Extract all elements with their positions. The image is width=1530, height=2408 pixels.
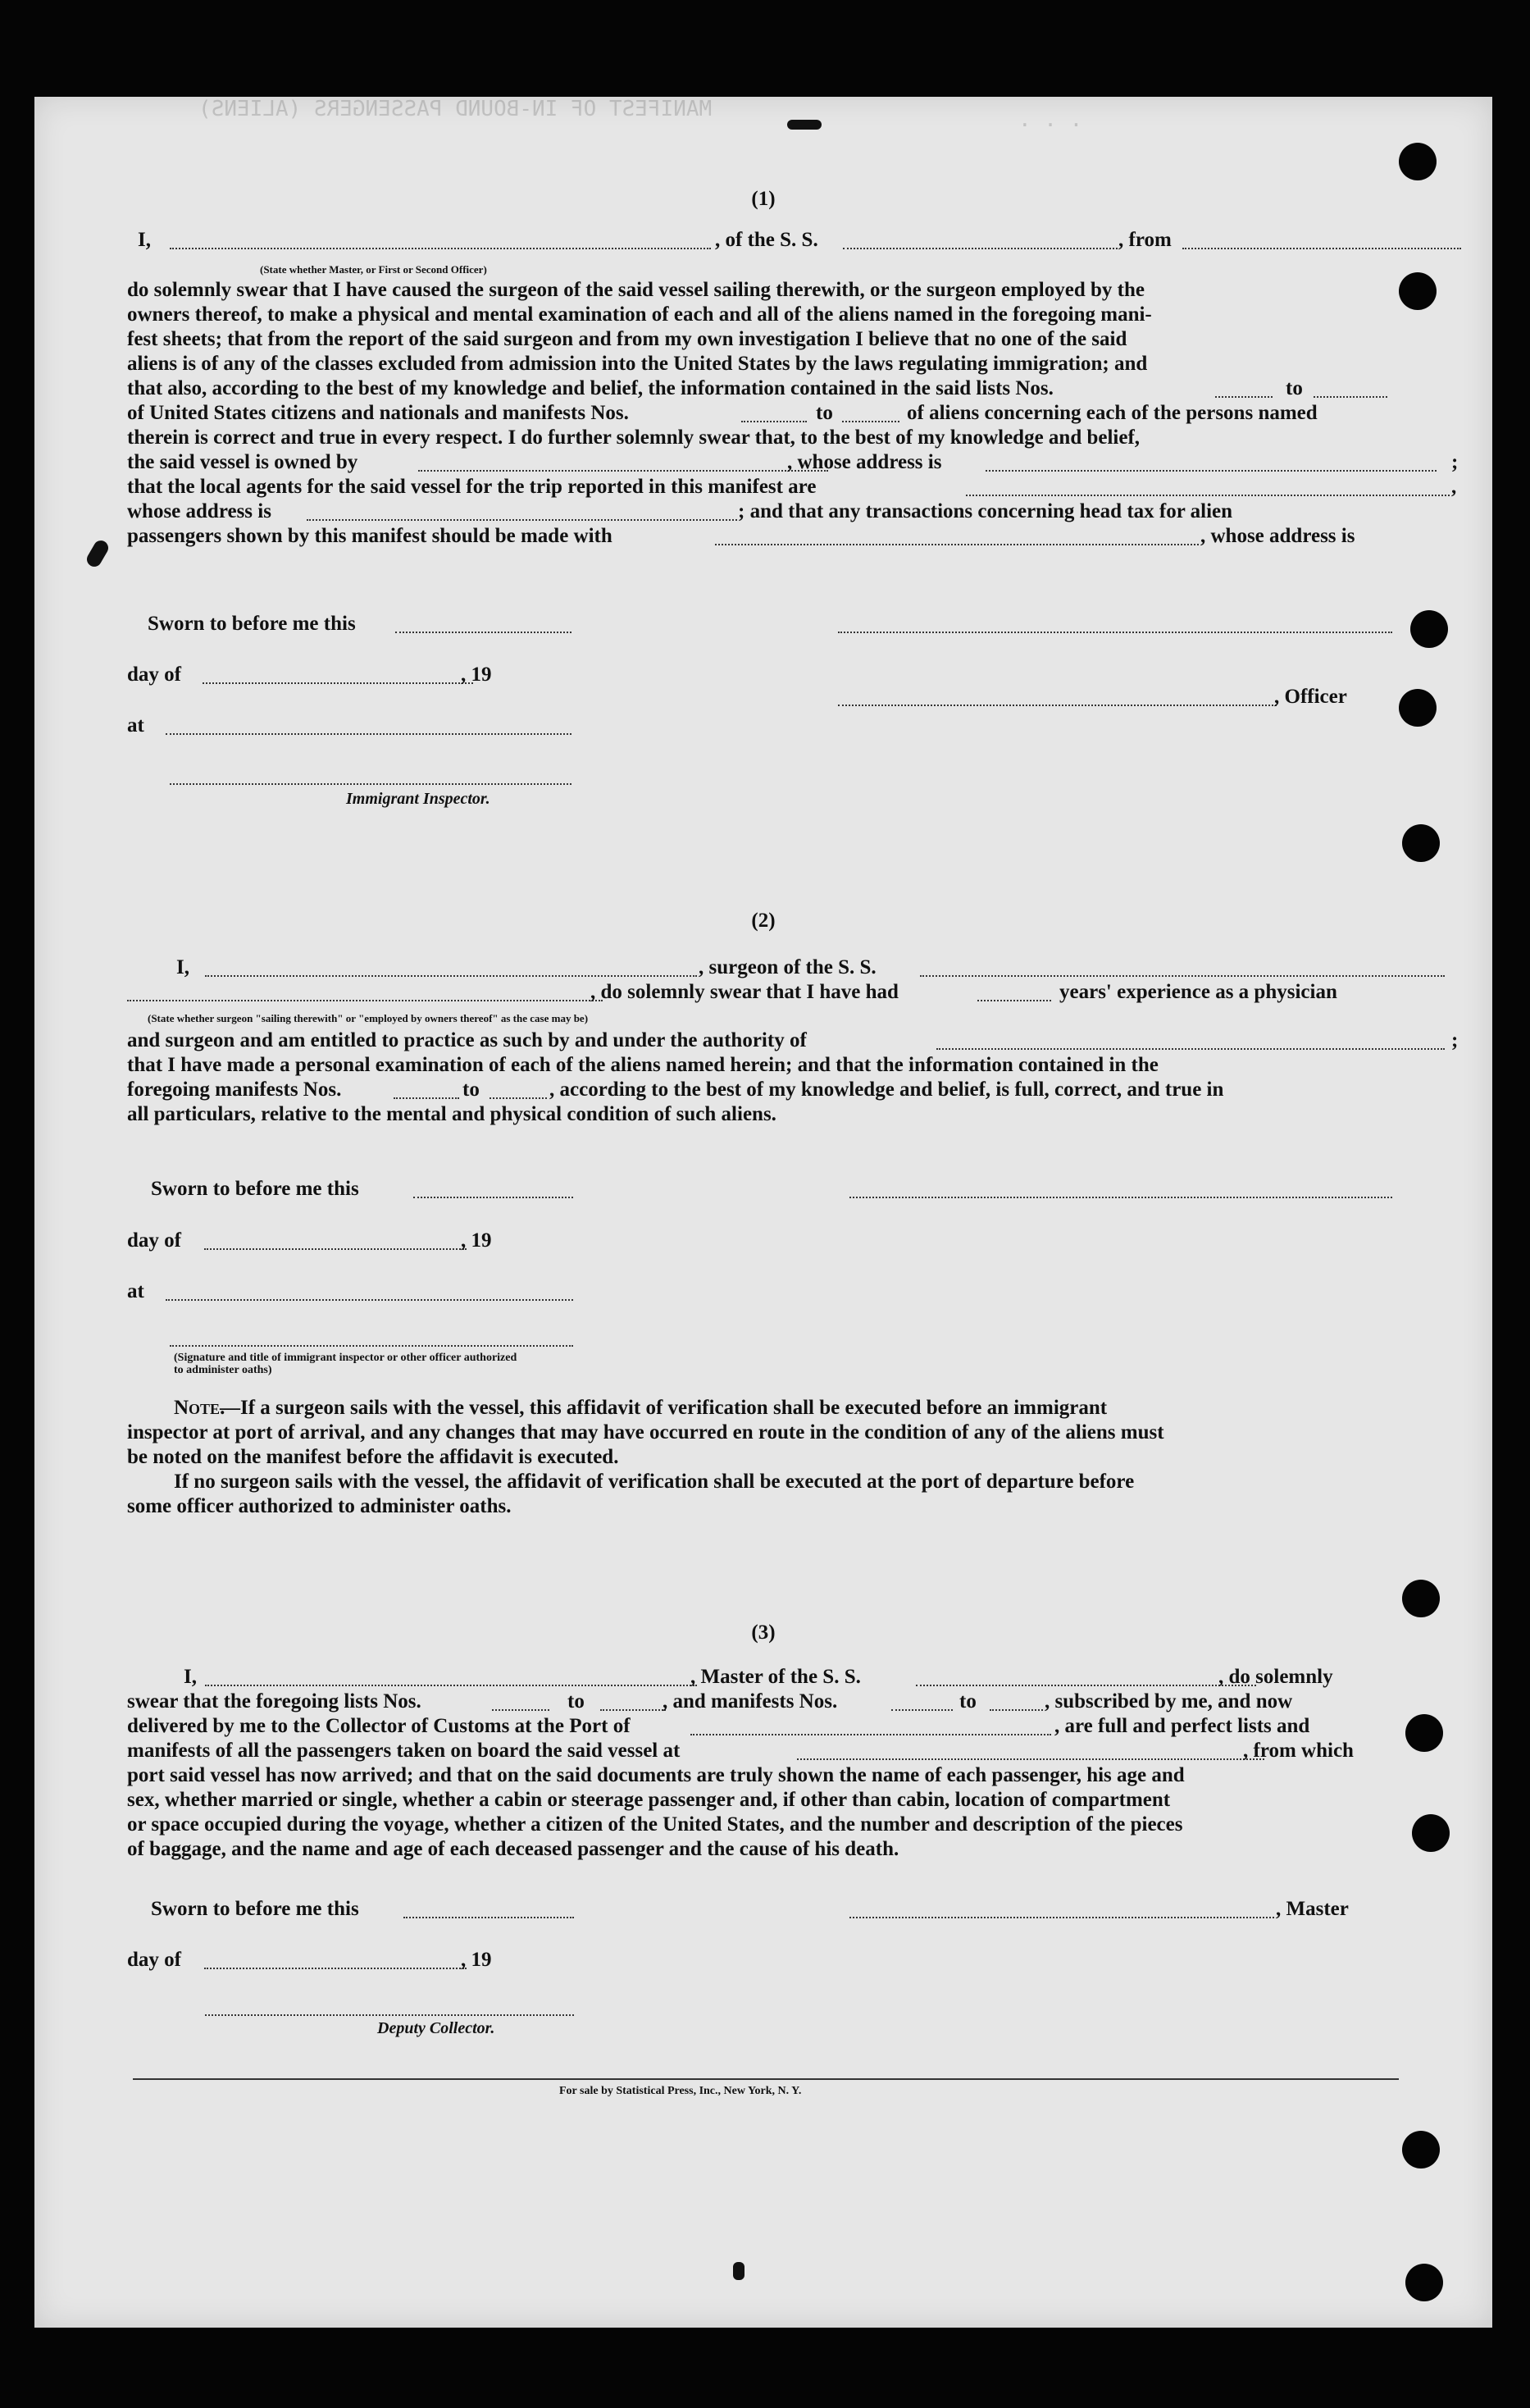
note-line: be noted on the manifest before the affidavit is executed.: [127, 1446, 619, 1468]
note-label: Note.: [174, 1397, 225, 1419]
manifests-all-label: manifests of all the passengers taken on board the said vessel at: [127, 1740, 681, 1762]
surgeon-line: that I have made a personal examination of each of the aliens named herein; and that the information contained in the: [127, 1054, 1159, 1076]
year-label: , 19: [461, 1949, 492, 1971]
note-text: —If a surgeon sails with the vessel, this affidavit of verification shall be executed before an immigrant: [220, 1397, 1108, 1419]
owner-address-blank: [986, 468, 1437, 472]
day-of-label: day of: [127, 664, 181, 686]
inspector-title: Immigrant Inspector.: [346, 790, 490, 808]
surgeon-signature-line: [849, 1195, 1392, 1198]
authority-blank: [936, 1047, 1445, 1050]
manifest-no-blank: [842, 419, 899, 422]
manifest-no-blank: [891, 1708, 953, 1711]
label-to: to: [462, 1079, 480, 1101]
head-tax-agent-blank: [715, 542, 1199, 545]
binder-hole: [1412, 1814, 1450, 1852]
publisher-footer: For sale by Statistical Press, Inc., New York, N. Y.: [559, 2085, 802, 2097]
subscribed-label: , subscribed by me, and now: [1045, 1690, 1293, 1713]
binder-hole: [1405, 1714, 1443, 1752]
swear-lists-label: swear that the foregoing lists Nos.: [127, 1690, 421, 1713]
affidavit-text: whose address is: [127, 500, 271, 522]
label-i: I,: [138, 229, 151, 251]
list-no-blank: [600, 1708, 666, 1711]
master-label: , Master: [1276, 1898, 1349, 1920]
affidavit-text: ,: [1451, 476, 1457, 498]
affidavit-text: that also, according to the best of my knowledge and belief, the information contained in the said lists Nos.: [127, 377, 1054, 399]
surgeon-name-blank: [205, 974, 697, 977]
collector-title: Deputy Collector.: [377, 2019, 495, 2037]
years-blank: [977, 998, 1051, 1001]
year-label: , 19: [461, 1229, 492, 1252]
day-blank: [203, 681, 473, 684]
note-line: some officer authorized to administer oaths.: [127, 1495, 512, 1517]
binder-hole: [1402, 1580, 1440, 1617]
affidavit-text: passengers shown by this manifest should be made with: [127, 525, 612, 547]
officer-signature-line: [838, 630, 1392, 633]
note-line: inspector at port of arrival, and any changes that may have occurred en route in the condition of any of the aliens must: [127, 1421, 1164, 1443]
sworn-label: Sworn to before me this: [151, 1898, 359, 1920]
sworn-date-blank: [413, 1195, 573, 1198]
label-to: to: [567, 1690, 585, 1713]
authority-end: ;: [1451, 1029, 1459, 1051]
master-signature-line: [849, 1915, 1274, 1918]
manifest-no-blank: [394, 1096, 459, 1099]
day-blank: [204, 1247, 467, 1250]
section-2-number: (2): [751, 910, 776, 932]
bleed-through-text: · · ·: [1018, 113, 1083, 138]
label-to: to: [1286, 377, 1303, 399]
delivered-label: delivered by me to the Collector of Customs at the Port of: [127, 1715, 631, 1737]
from-which-label: , from which: [1243, 1740, 1354, 1762]
port-blank: [690, 1732, 1051, 1735]
master-body-line: or space occupied during the voyage, whether a citizen of the United States, and the number and description of the pieces: [127, 1813, 1183, 1836]
note-line: If no surgeon sails with the vessel, the affidavit of verification shall be executed at the port of departure before: [174, 1471, 1135, 1493]
at-label: at: [127, 1280, 144, 1302]
at-label: at: [127, 714, 144, 737]
sworn-date-blank: [403, 1915, 574, 1918]
surgeon-line: all particulars, relative to the mental and physical condition of such aliens.: [127, 1103, 776, 1125]
section-1-number: (1): [751, 188, 776, 210]
affidavit-line: fest sheets; that from the report of the said surgeon and from my own investigation I believe that no one of the said: [127, 328, 1127, 350]
officer-rank-note: (State whether Master, or First or Second Officer): [260, 263, 487, 276]
day-of-label: day of: [127, 1949, 181, 1971]
label-from: , from: [1118, 229, 1172, 251]
surgeon-status-note: (State whether surgeon "sailing therewith" or "employed by owners thereof" as the case may be): [148, 1012, 589, 1024]
port-blank: [1182, 246, 1461, 249]
affidavit-text: , whose address is: [787, 451, 942, 473]
place-blank: [166, 732, 571, 735]
label-of-ss: , of the S. S.: [715, 229, 818, 251]
full-perfect-label: , are full and perfect lists and: [1054, 1715, 1310, 1737]
section-3-number: (3): [751, 1621, 776, 1644]
list-no-blank: [1215, 394, 1273, 398]
affidavit-text: ; and that any transactions concerning head tax for alien: [738, 500, 1233, 522]
inspector-signature-line: [170, 782, 571, 785]
affidavit-text: of United States citizens and nationals and manifests Nos.: [127, 402, 629, 424]
master-body-line: port said vessel has now arrived; and that on the said documents are truly shown the name of each passenger, his age and: [127, 1764, 1185, 1786]
manifest-no-blank: [741, 419, 807, 422]
manifests-text: , according to the best of my knowledge and belief, is full, correct, and true in: [549, 1079, 1224, 1101]
years-label: years' experience as a physician: [1059, 981, 1337, 1003]
sworn-label: Sworn to before me this: [151, 1178, 359, 1200]
swear-label: , do solemnly swear that I have had: [590, 981, 899, 1003]
ink-mark: [733, 2262, 745, 2280]
surgeon-vessel-blank: [920, 974, 1445, 977]
owner-blank: [418, 468, 828, 472]
sworn-date-blank: [395, 630, 571, 633]
ink-mark: [84, 538, 112, 569]
affidavit-line: owners thereof, to make a physical and mental examination of each and all of the aliens named in the foregoing mani-: [127, 303, 1152, 326]
affidavit-line: do solemnly swear that I have caused the surgeon of the said vessel sailing therewith, or the surgeon employed by the: [127, 279, 1145, 301]
manifest-no-blank: [490, 1096, 547, 1099]
manifests-label: foregoing manifests Nos.: [127, 1079, 342, 1101]
label-i: I,: [184, 1666, 197, 1688]
affidavit-text: the said vessel is owned by: [127, 451, 358, 473]
officer-label: , Officer: [1274, 686, 1347, 708]
list-no-blank: [1314, 394, 1387, 398]
ink-mark: [787, 120, 822, 130]
binder-hole: [1410, 610, 1448, 648]
affidavit-text: of aliens concerning each of the persons named: [907, 402, 1318, 424]
binder-hole: [1405, 2264, 1443, 2301]
surgeon-status-blank: [127, 998, 603, 1001]
affidavit-text: ;: [1451, 451, 1459, 473]
binder-hole: [1399, 689, 1437, 727]
master-body-line: of baggage, and the name and age of each deceased passenger and the cause of his death.: [127, 1838, 899, 1860]
surgeon-of-label: , surgeon of the S. S.: [699, 956, 877, 978]
day-blank: [204, 1966, 467, 1969]
officer-signature-line: [170, 1343, 573, 1347]
sworn-label: Sworn to before me this: [148, 613, 356, 635]
binder-hole: [1402, 2131, 1440, 2169]
agents-address-blank: [307, 518, 737, 521]
collector-signature-line: [205, 2013, 574, 2016]
manifest-no-blank: [990, 1708, 1043, 1711]
binder-hole: [1402, 824, 1440, 862]
document-page: [34, 97, 1492, 2328]
label-i: I,: [176, 956, 189, 978]
affidavit-line: aliens is of any of the classes excluded from admission into the United States by the laws regulating immigration; and: [127, 353, 1148, 375]
label-to: to: [959, 1690, 977, 1713]
year-label: , 19: [461, 664, 492, 686]
binder-hole: [1399, 143, 1437, 180]
do-solemnly-label: , do solemnly: [1218, 1666, 1333, 1688]
name-blank: [170, 246, 711, 249]
master-of-label: , Master of the S. S.: [690, 1666, 861, 1688]
affidavit-line: therein is correct and true in every respect. I do further solemnly swear that, to the best of my knowledge and belief,: [127, 426, 1141, 449]
authority-text: and surgeon and am entitled to practice as such by and under the authority of: [127, 1029, 807, 1051]
footer-rule: [133, 2078, 1399, 2080]
officer-name-line: [838, 703, 1277, 706]
agents-blank: [966, 493, 1450, 496]
place-blank: [166, 1297, 573, 1301]
departure-port-blank: [797, 1757, 1264, 1760]
master-body-line: sex, whether married or single, whether a cabin or steerage passenger and, if other than cabin, location of compartment: [127, 1789, 1171, 1811]
bleed-through-text: MANIFEST OF IN-BOUND PASSENGERS (ALIENS): [198, 97, 713, 121]
master-vessel-blank: [916, 1683, 1256, 1686]
affidavit-text: that the local agents for the said vessel for the trip reported in this manifest are: [127, 476, 817, 498]
signature-title-note: (Signature and title of immigrant inspector or other officer authorized to administer oaths): [174, 1352, 517, 1376]
master-name-blank: [205, 1683, 697, 1686]
label-to: to: [816, 402, 833, 424]
list-no-blank: [492, 1708, 549, 1711]
vessel-blank: [843, 246, 1118, 249]
affidavit-text: , whose address is: [1200, 525, 1355, 547]
day-of-label: day of: [127, 1229, 181, 1252]
and-manifests-label: , and manifests Nos.: [663, 1690, 838, 1713]
binder-hole: [1399, 272, 1437, 310]
